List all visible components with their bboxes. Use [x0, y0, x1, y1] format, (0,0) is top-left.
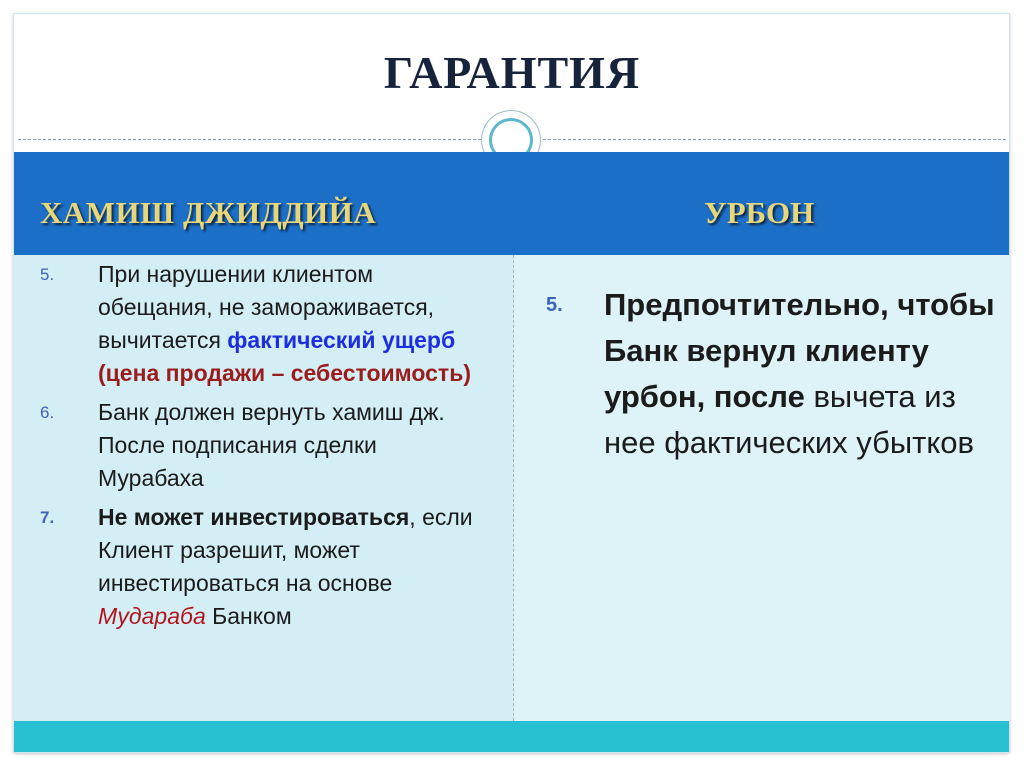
list-item	[40, 501, 485, 633]
list-number: 7.	[40, 508, 55, 527]
item-text-bold: Не может инвестироваться	[98, 504, 410, 530]
left-column-header: ХАМИШ ДЖИДДИЙА	[40, 195, 377, 230]
footer-band	[14, 721, 1009, 752]
list-item-text	[604, 282, 996, 466]
list-item-text: Банк должен вернуть хамиш дж. После подписания сделки Мурабаха	[98, 399, 445, 491]
item-text-bold: Предпочтительно, чтобы Банк вернул клиенту урбон, после	[604, 287, 995, 414]
right-column-header: УРБОН	[704, 195, 815, 230]
item-text-plain: , если Клиент разрешит, может инвестироваться на основе	[98, 504, 473, 596]
list-item	[546, 282, 996, 466]
item-text-end: Банком	[205, 603, 292, 629]
list-number: 6.	[40, 403, 55, 422]
item-text-italic: Мудараба	[98, 603, 206, 629]
left-column-list	[40, 258, 485, 639]
item-text-plain: вычета из нее фактических убытков	[604, 379, 974, 460]
page-title: ГАРАНТИЯ	[383, 47, 641, 98]
right-column-list	[546, 282, 996, 466]
list-item	[40, 396, 485, 495]
list-number: 5.	[40, 265, 55, 284]
list-number: 5.	[546, 294, 563, 316]
list-item-text	[98, 501, 485, 633]
item-text-plain: При нарушении клиентом обещания, не замораживается, вычитается	[98, 261, 435, 353]
item-text-highlight-blue: фактический ущерб	[227, 327, 456, 353]
item-text-highlight-red: (цена продажи – себестоимость)	[98, 360, 471, 386]
list-item-text	[98, 258, 485, 390]
list-item	[40, 258, 485, 390]
